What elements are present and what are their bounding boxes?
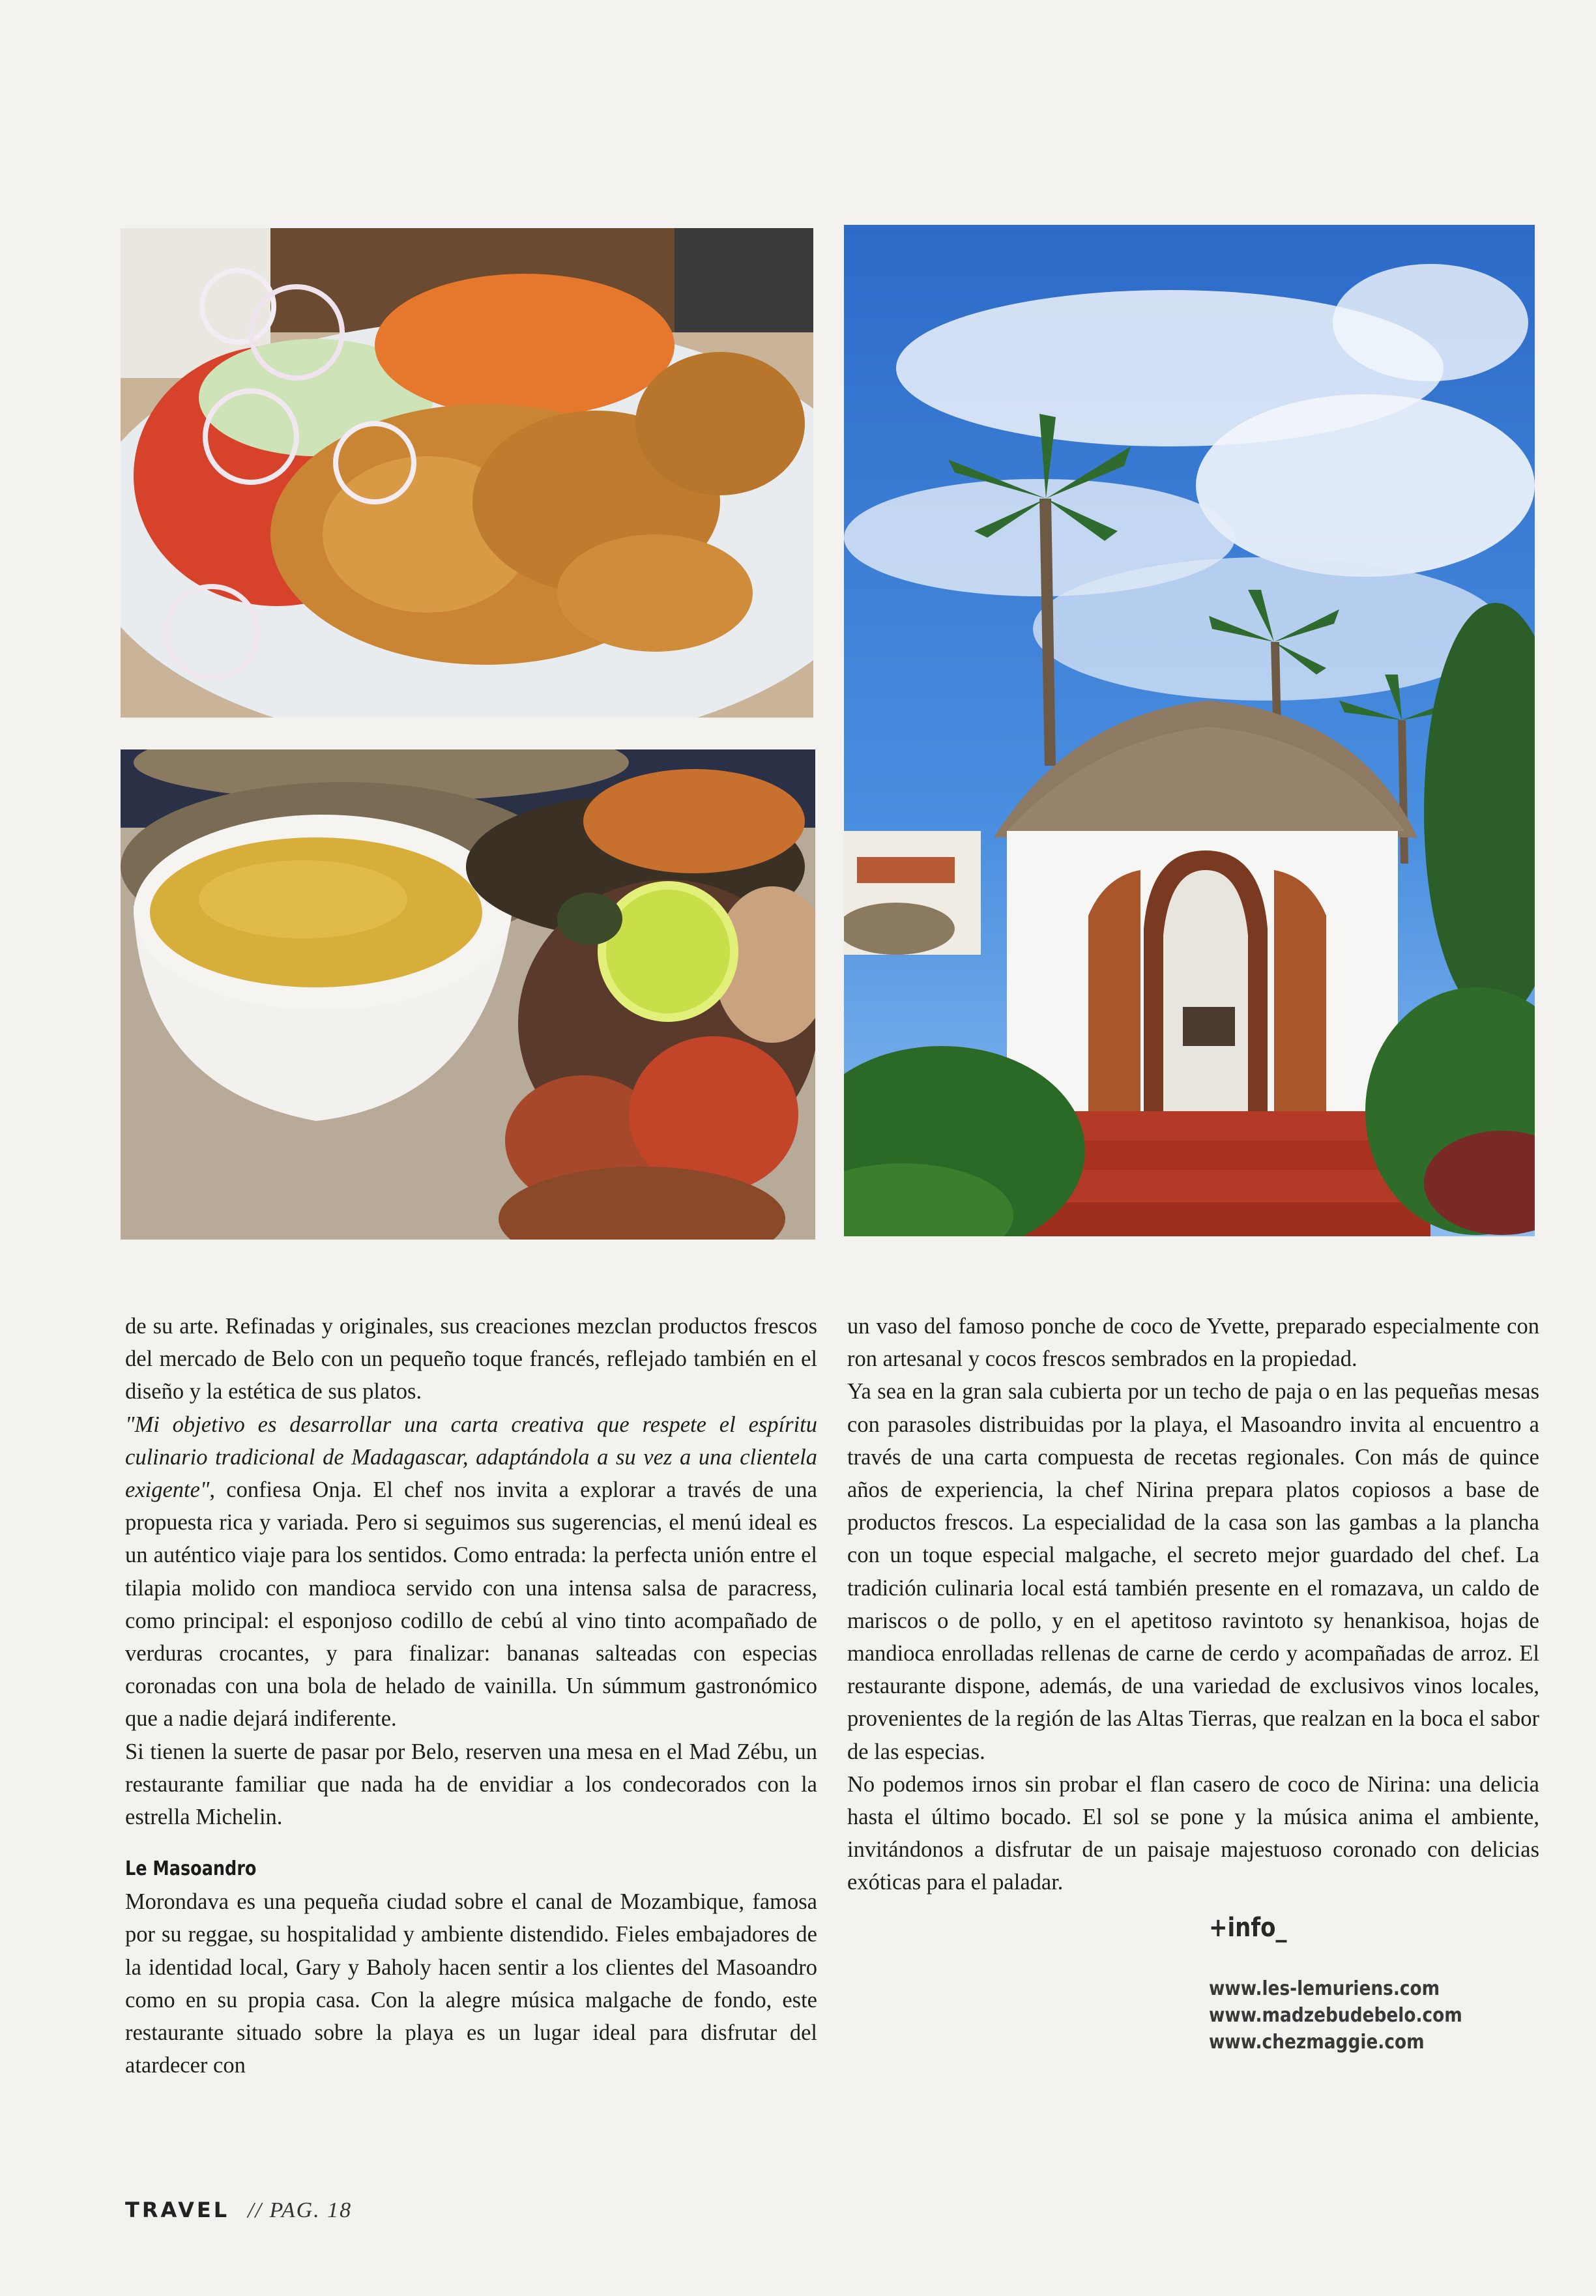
left-paragraph-1: de su arte. Refinadas y originales, sus creaciones mezclan productos frescos del mercado de Belo con un pequeño toque francés, reflejado también en el diseño y la estética de sus platos.: [125, 1314, 817, 1404]
chef-quote: "Mi objetivo es desarrollar una carta creativa que respete el espíritu culinario tradicional de Madagascar, adaptándola a su vez a una clientela exigente": [125, 1412, 817, 1503]
quote-continuation: , confiesa Onja. El chef nos invita a explorar a través de una propuesta rica y variada. Pero si seguimos sus sugerencias, el menú ideal es un auténtico viaje para los sentidos. Como entrada: la perfecta unión entre el tilapia molido con mandioca servido con una intensa salsa de paracress, como principal: el esponjoso codillo de cebú al vino tinto acompañado de verduras crocantes, y para finalizar: bananas salteadas con especias coronadas con una bola de helado de vainilla. Un súmmum gastronómico que a nadie dejará indiferente.: [125, 1477, 817, 1732]
info-box: [1209, 1913, 1497, 2056]
right-paragraph-2: Ya sea en la gran sala cubierta por un techo de paja o en las pequeñas mesas con parasoles distribuidas por la playa, el Masoandro invita al encuentro a través de una carta compuesta de recetas regionales. Con más de quince años de experiencia, la chef Nirina prepara platos copiosos a base de productos frescos. La especialidad de la casa son las gambas a la plancha con un toque especial malgache, el secreto mejor guardado del chef. La tradición culinaria local está también presente en el romazava, un caldo de mariscos o de pollo, y en el apetitoso ravintoto sy henankisoa, hojas de mandioca enrolladas rellenas de carne de cerdo y acompañadas de arroz. El restaurante dispone, además, de una variedad de exclusivos vinos locales, provenientes de la región de las Altas Tierras, que realzan en la boca el sabor de las especias.: [847, 1379, 1539, 1764]
info-link[interactable]: www.les-lemuriens.com: [1209, 1977, 1440, 2000]
left-paragraph-4: Morondava es una pequeña ciudad sobre el canal de Mozambique, famosa por su reggae, su hospitalidad y ambiente distendido. Fieles embajadores de la identidad local, Gary y Baholy hacen sentir a los clientes del Masoandro como en su propia casa. Con la alegre música malgache de fondo, este restaurante situado sobre la playa es un lugar ideal para disfrutar del atardecer con: [125, 1889, 817, 2078]
section-heading: Le Masoandro: [125, 1857, 257, 1881]
article-right-column: [847, 1310, 1539, 1899]
right-paragraph-1: un vaso del famoso ponche de coco de Yvette, preparado especialmente con ron artesanal y cocos frescos sembrados en la propiedad.: [847, 1314, 1539, 1372]
right-paragraph-3: No podemos irnos sin probar el flan casero de coco de Nirina: una delicia hasta el último bocado. El sol se pone y la música anima el ambiente, invitándonos a disfrutar de un paisaje majestuoso coronado con delicias exóticas para el paladar.: [847, 1771, 1539, 1895]
rice-and-skewer-photo: [121, 749, 815, 1240]
fried-shrimp-photo: [121, 228, 813, 718]
info-link[interactable]: www.chezmaggie.com: [1209, 2031, 1425, 2054]
chef-quote-paragraph: [125, 1408, 817, 1736]
section-label: TRAVEL: [125, 2198, 230, 2222]
thatched-hut-photo: [844, 225, 1535, 1236]
left-paragraph-3: Si tienen la suerte de pasar por Belo, reserven una mesa en el Mad Zébu, un restaurante familiar que nada ha de envidiar a los condecorados con la estrella Michelin.: [125, 1739, 817, 1830]
page-number: // PAG. 18: [248, 2198, 353, 2222]
info-title: +info_: [1209, 1913, 1287, 1943]
info-link[interactable]: www.madzebudebelo.com: [1209, 2004, 1462, 2027]
page-footer: [125, 2198, 352, 2223]
info-links: [1209, 1975, 1497, 2056]
article-left-column: [125, 1310, 817, 2082]
